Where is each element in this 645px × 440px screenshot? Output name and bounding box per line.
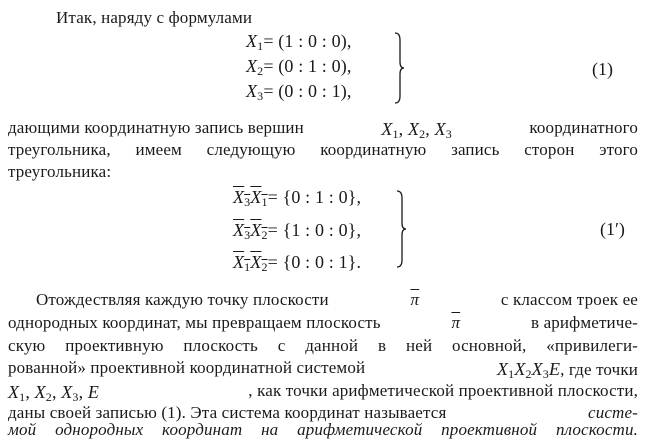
paragraph-2-line-4: рованной» проективной координатной системой $X_1X_2X_3E$, где точки (8, 358, 638, 381)
paragraph-2-line-3: скую проективную плоскость с данной в ней основной, «привилеги- (8, 336, 638, 355)
right-brace-icon (396, 190, 406, 268)
equation-row-3: $X_3= (0$ : 0 : 1), (246, 81, 352, 103)
paragraph-2-line-2: однородных координат, мы превращаем плоскость $\overline{\pi}$ в арифметиче- (8, 313, 638, 332)
paragraph-1-line-2: треугольника, имеем следующую координатную запись сторон этого (8, 140, 638, 159)
intro-text: Итак, наряду с формулами (56, 8, 253, 27)
paragraph-2-line-7: мой однородных координат на арифметической проективной плоскости. (8, 420, 638, 439)
equation-number-1: (1) (592, 59, 613, 79)
equation-row-2: $X_2= (0$ : 1 : 0), (246, 56, 352, 78)
equation-row-1: $X_1= (1$ : 0 : 0), (246, 31, 352, 53)
side-equation-row-3: $X_1X_2= \{0$ : 0 : 1}. (233, 252, 362, 274)
pi-symbol: $\overline{\pi}$ (451, 313, 461, 332)
pi-symbol: $\overline{\pi}$ (410, 290, 420, 309)
equation-number-1-prime: (1′) (600, 219, 625, 239)
paragraph-2-line-5: $X_1$, $X_2$, $X_3$, E , как точки арифметической проективной плоскости, (8, 381, 638, 404)
side-equation-row-2: $X_3X_2= \{1$ : 0 : 0}, (233, 220, 362, 242)
right-brace-icon (394, 32, 404, 104)
paragraph-1-line-1: дающими координатную запись вершин $X_1$, $X_2$, $X_3$ координатного (8, 118, 638, 141)
paragraph-2-line-6: даны своей записью (1). Эта система координат называется систе- (8, 403, 638, 422)
paragraph-1-line-3: треугольника: (8, 162, 112, 181)
side-equation-row-1: $X_3X_1= \{0$ : 1 : 0}, (233, 187, 362, 209)
paragraph-2-line-1: Отождествляя каждую точку плоскости $\overline{\pi}$ с классом троек ее (36, 290, 638, 309)
